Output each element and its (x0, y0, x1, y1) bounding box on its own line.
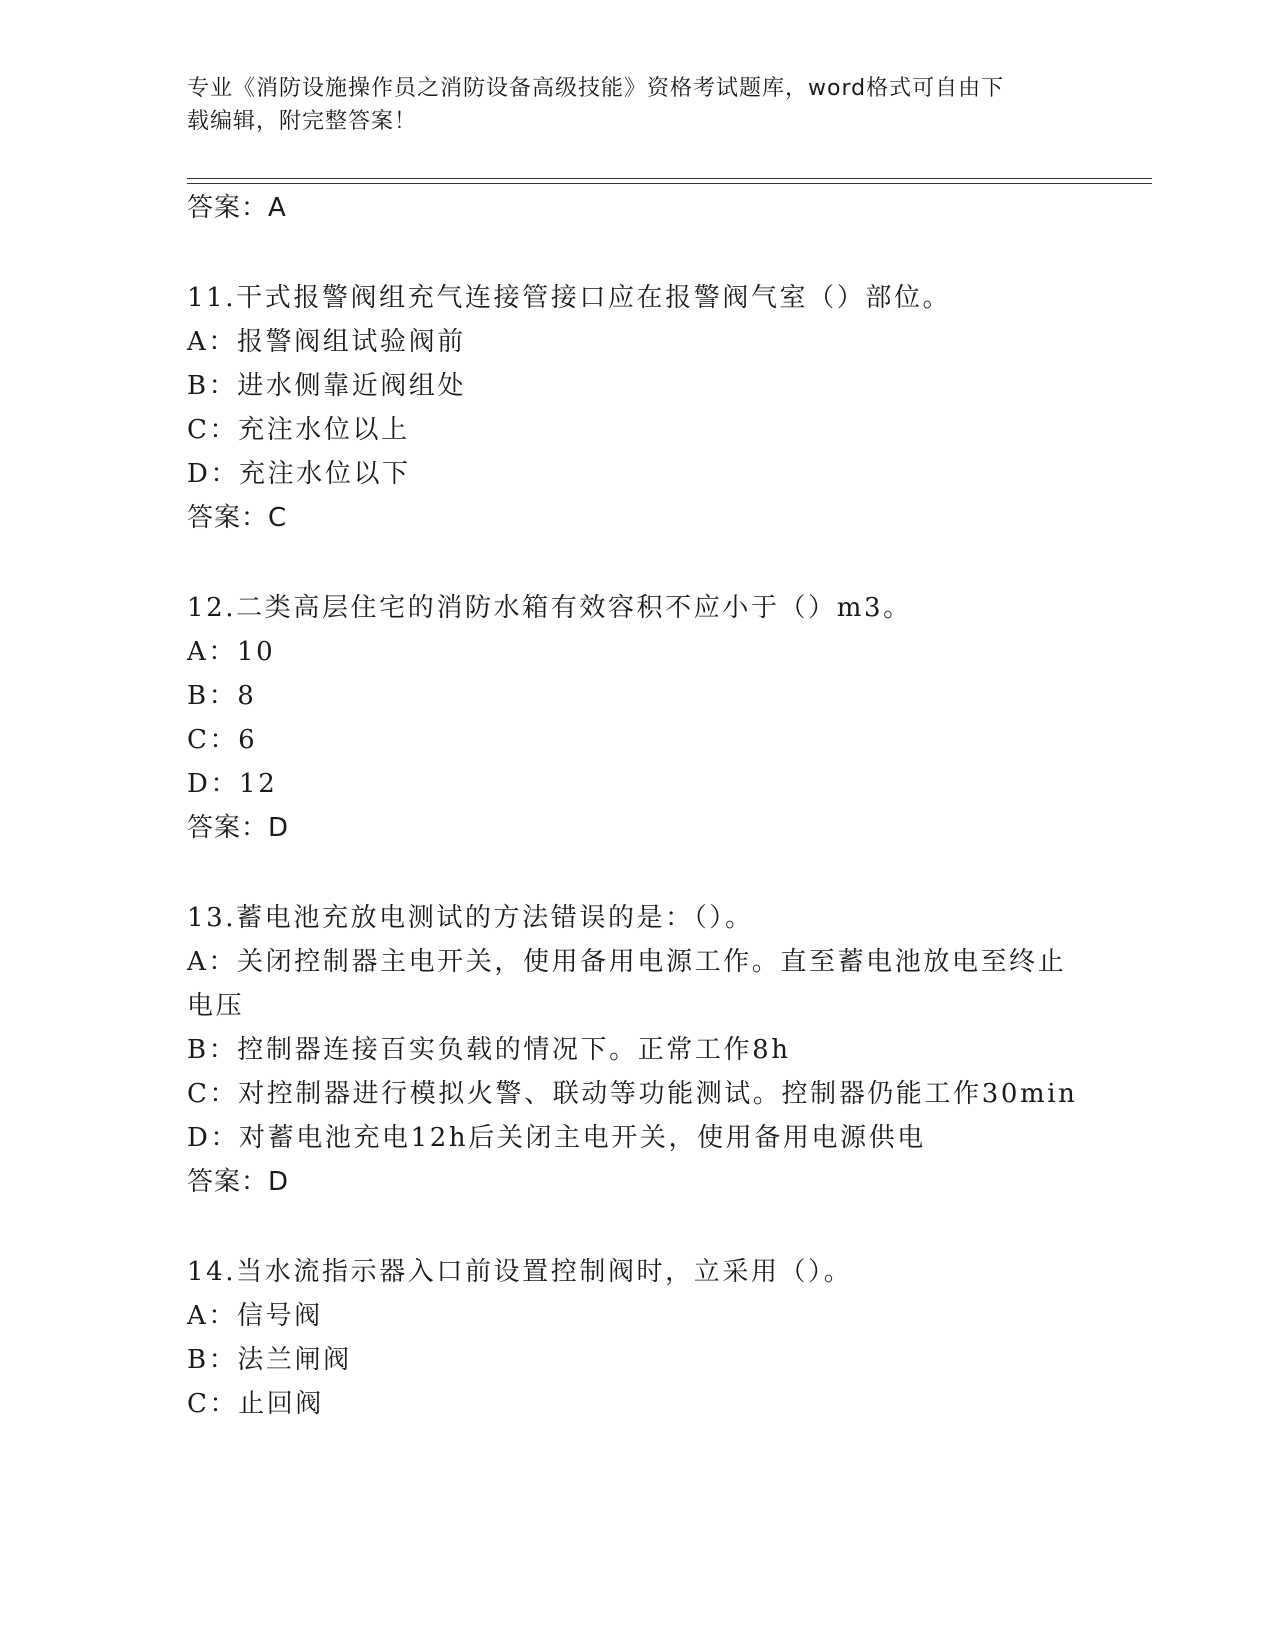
question-13-option-b: B：控制器连接百实负载的情况下。正常工作8h (187, 1035, 791, 1065)
question-12-option-c: C：6 (187, 725, 258, 755)
question-14-option-c: C：止回阀 (187, 1389, 324, 1419)
question-13-answer: 答案：D (187, 1167, 290, 1197)
question-11-option-c: C：充注水位以上 (187, 415, 410, 445)
question-13-option-d: D：对蓄电池充电12h后关闭主电开关，使用备用电源供电 (187, 1123, 926, 1153)
question-11-option-a: A：报警阀组试验阀前 (187, 327, 466, 357)
question-11-answer: 答案：C (187, 503, 288, 533)
header-divider-bottom (187, 183, 1152, 184)
question-13-option-a-continued: 电压 (187, 991, 245, 1021)
header-divider-top (187, 178, 1152, 179)
question-14-stem: 14.当水流指示器入口前设置控制阀时，立采用（）。 (187, 1257, 853, 1287)
question-11-option-d: D：充注水位以下 (187, 459, 411, 489)
header-line-2: 载编辑，附完整答案！ (187, 109, 418, 134)
question-12-option-a: A：10 (187, 637, 276, 667)
question-14-option-a: A：信号阀 (187, 1301, 323, 1331)
question-12-option-b: B：8 (187, 681, 257, 711)
question-11-stem: 11.干式报警阀组充气连接管接口应在报警阀气室（）部位。 (187, 283, 952, 313)
question-12-stem: 12.二类高层住宅的消防水箱有效容积不应小于（）m3。 (187, 593, 912, 623)
question-11-option-b: B：进水侧靠近阀组处 (187, 371, 467, 401)
question-13-stem: 13.蓄电池充放电测试的方法错误的是：（）。 (187, 903, 754, 933)
question-12-answer: 答案：D (187, 813, 290, 843)
question-14-option-b: B：法兰闸阀 (187, 1345, 352, 1375)
document-header (187, 72, 1067, 138)
header-line-1: 专业《消防设施操作员之消防设备高级技能》资格考试题库，word格式可自由下 (187, 76, 1005, 101)
previous-answer: 答案：A (187, 193, 287, 223)
question-13-option-a: A：关闭控制器主电开关，使用备用电源工作。直至蓄电池放电至终止 (187, 947, 1067, 977)
question-12-option-d: D：12 (187, 769, 278, 799)
question-13-option-c: C：对控制器进行模拟火警、联动等功能测试。控制器仍能工作30min (187, 1079, 1078, 1109)
